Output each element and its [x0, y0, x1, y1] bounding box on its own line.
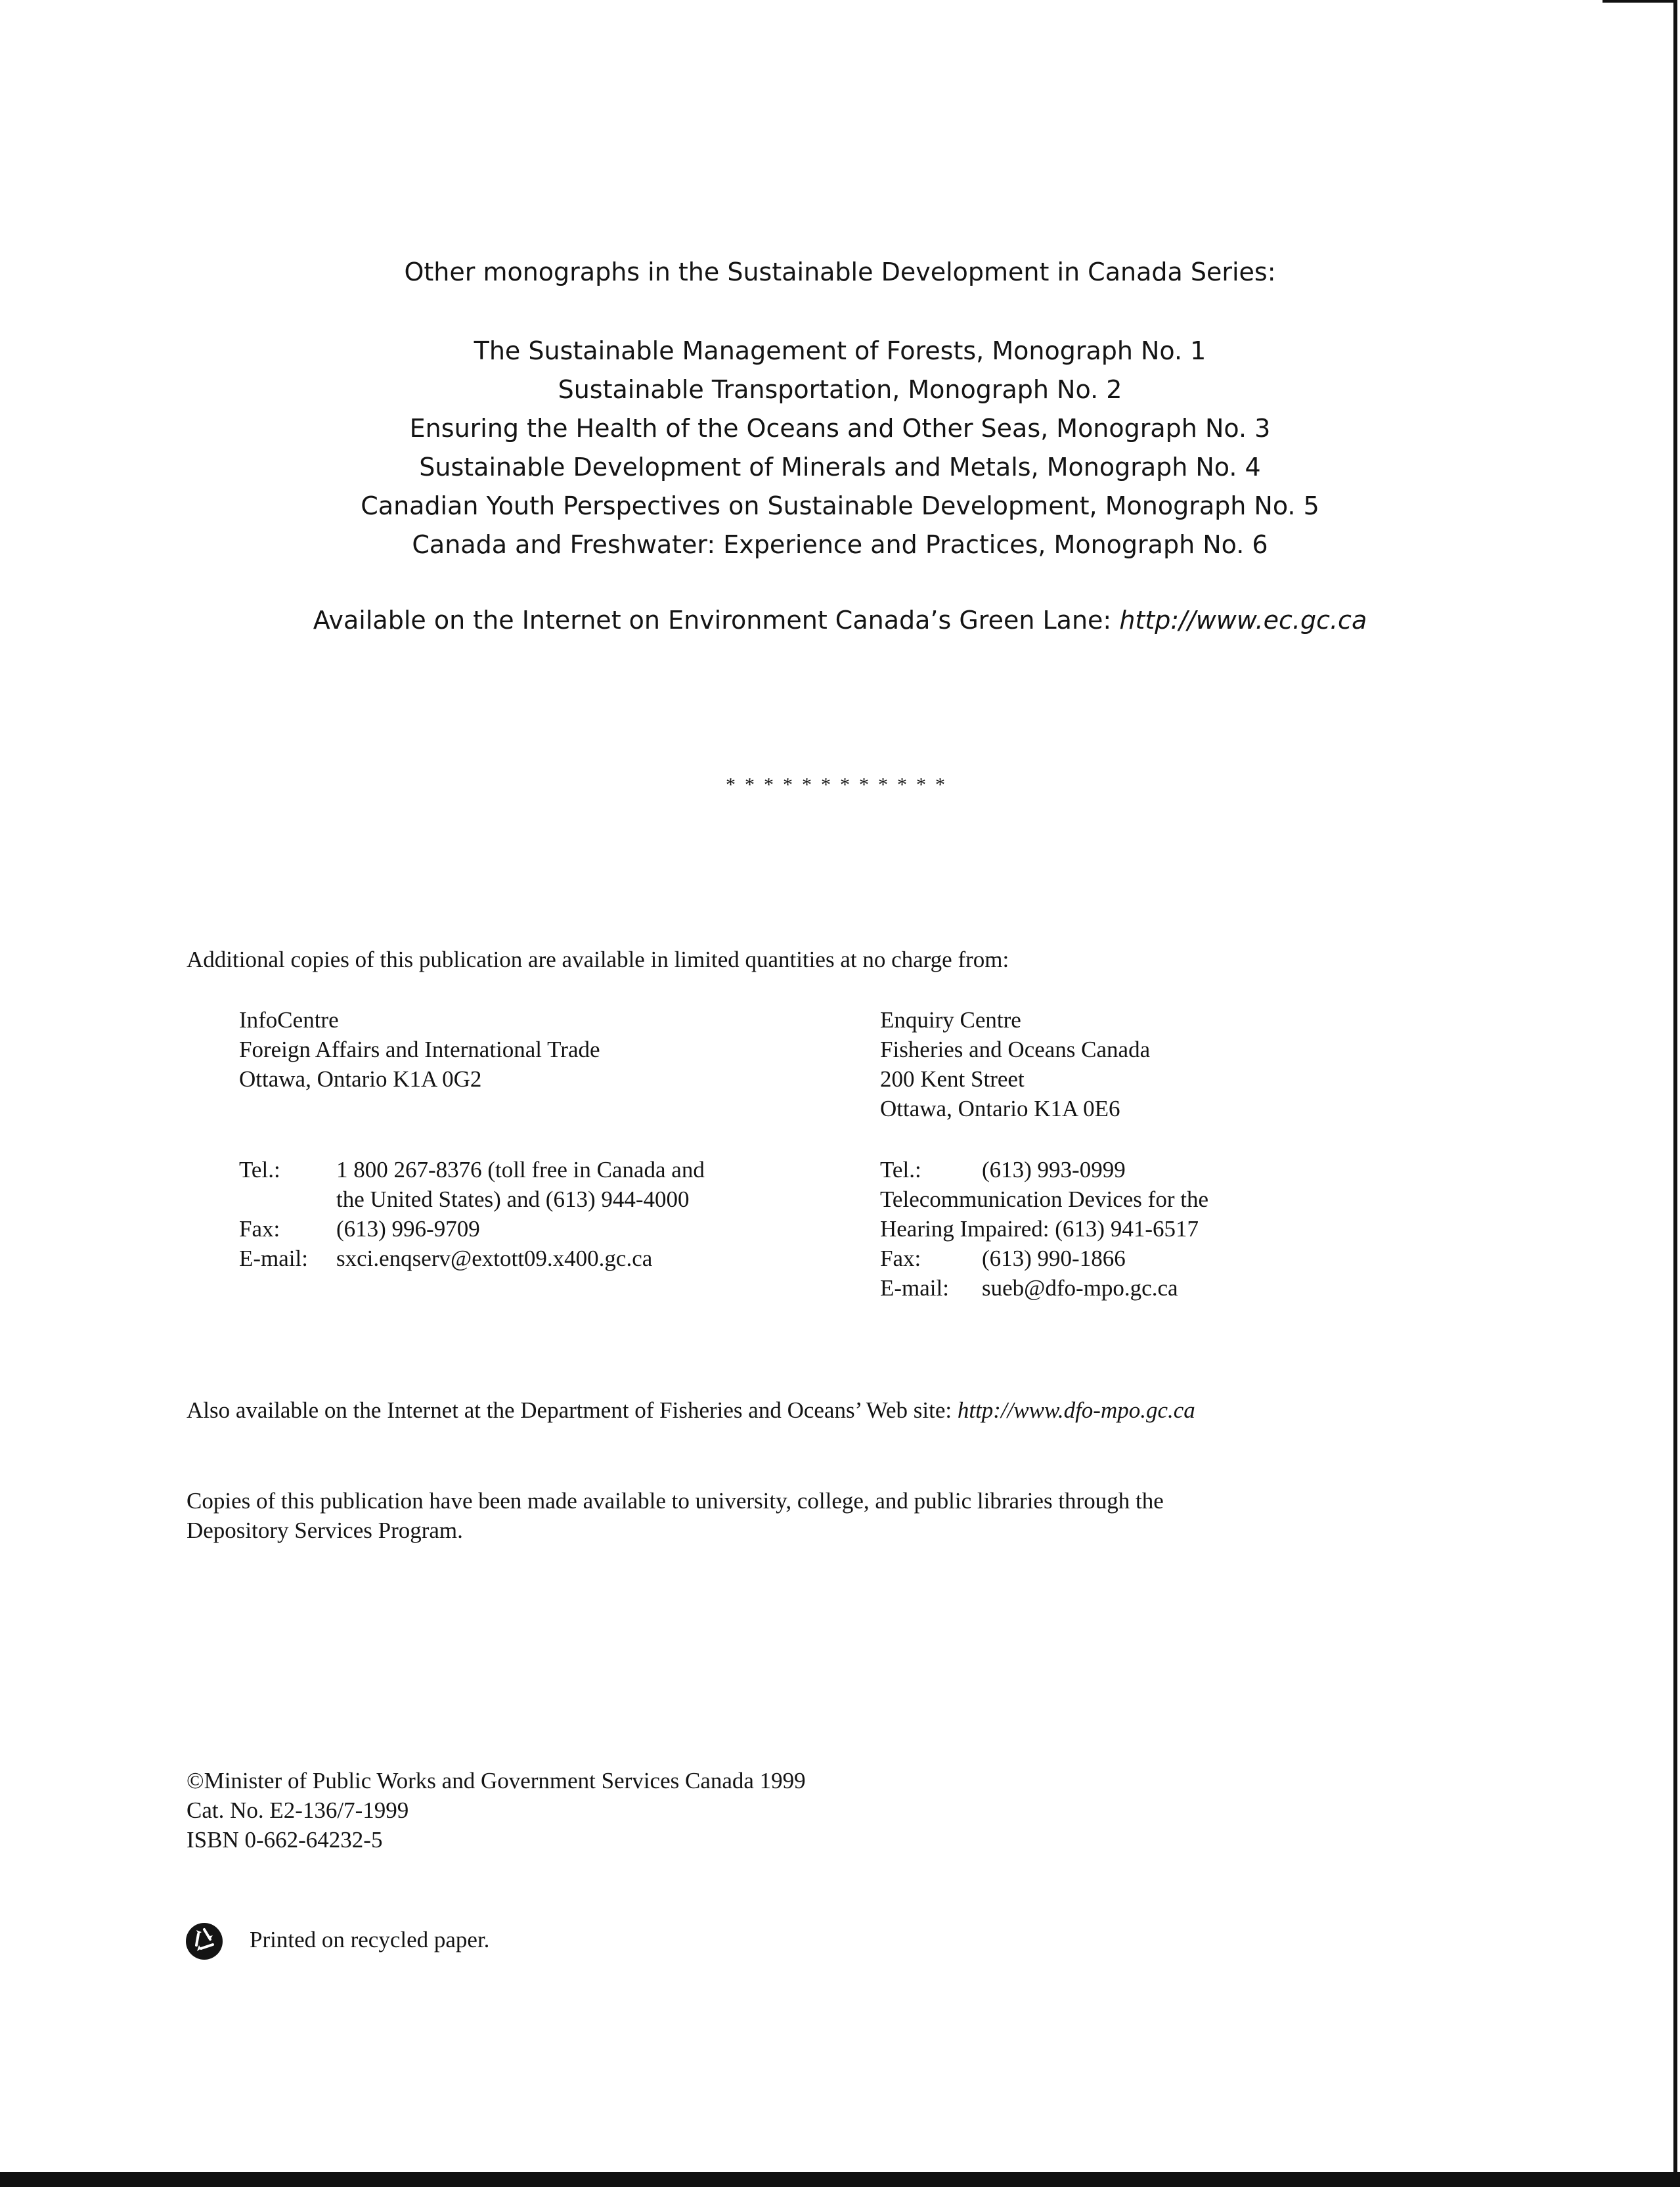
address-line: Ottawa, Ontario K1A 0G2	[239, 1066, 482, 1092]
fax-label: Fax:	[239, 1216, 280, 1242]
green-lane-text: Available on the Internet on Environment Canada’s Green Lane:	[313, 606, 1120, 635]
infocentre-contact	[239, 1155, 705, 1273]
fax-value: (613) 990-1866	[982, 1246, 1126, 1271]
address-line: Foreign Affairs and International Trade	[239, 1037, 600, 1062]
infocentre-address	[239, 1005, 600, 1094]
address-line: InfoCentre	[239, 1007, 339, 1033]
separator-stars: ************	[726, 774, 954, 796]
tdd-line: Hearing Impaired: (613) 941-6517	[880, 1216, 1199, 1242]
email-link[interactable]: sueb@dfo-mpo.gc.ca	[982, 1275, 1178, 1301]
monograph-item: Sustainable Transportation, Monograph No. 2	[558, 375, 1122, 404]
dfo-web-text: Also available on the Internet at the Department of Fisheries and Oceans’ Web site:	[187, 1397, 958, 1423]
recycled-paper-note: Printed on recycled paper.	[250, 1927, 490, 1952]
fax-value: (613) 996-9709	[336, 1216, 480, 1242]
address-line: Enquiry Centre	[880, 1007, 1021, 1033]
depository-line: Copies of this publication have been made available to university, college, and public libraries through the	[187, 1488, 1164, 1514]
scan-edge-top	[1603, 0, 1677, 3]
scan-edge-bottom	[0, 2172, 1680, 2187]
tel-value: the United States) and (613) 944-4000	[336, 1186, 690, 1212]
imprint	[187, 1766, 806, 1855]
depository-paragraph	[187, 1486, 1164, 1545]
green-lane-link[interactable]: http://www.ec.gc.ca	[1119, 606, 1367, 635]
catalogue-number: Cat. No. E2-136/7-1999	[187, 1797, 409, 1823]
tdd-line: Telecommunication Devices for the	[880, 1186, 1208, 1212]
isbn: ISBN 0-662-64232-5	[187, 1827, 383, 1853]
monograph-item: Canada and Freshwater: Experience and Practices, Monograph No. 6	[412, 530, 1268, 559]
depository-line: Depository Services Program.	[187, 1518, 463, 1543]
green-lane-line	[0, 606, 1680, 635]
dfo-web-line	[187, 1395, 1195, 1425]
address-line: Ottawa, Ontario K1A 0E6	[880, 1096, 1120, 1121]
tel-value: 1 800 267-8376 (toll free in Canada and	[336, 1157, 705, 1183]
tel-label-spacer	[239, 1184, 336, 1214]
monograph-item: Canadian Youth Perspectives on Sustainable Development, Monograph No. 5	[361, 491, 1319, 520]
monograph-item: Sustainable Development of Minerals and Metals, Monograph No. 4	[419, 453, 1261, 482]
tel-value: (613) 993-0999	[982, 1157, 1126, 1183]
enquiry-centre-address	[880, 1005, 1150, 1123]
series-heading: Other monographs in the Sustainable Development in Canada Series:	[404, 258, 1276, 286]
monograph-item: The Sustainable Management of Forests, Monograph No. 1	[474, 336, 1206, 365]
monograph-list	[0, 332, 1680, 564]
email-label: E-mail:	[239, 1246, 308, 1271]
address-line: 200 Kent Street	[880, 1066, 1025, 1092]
copies-intro: Additional copies of this publication are available in limited quantities at no charge from:	[187, 947, 1009, 972]
scan-edge-right	[1673, 0, 1677, 2180]
enquiry-centre-contact	[880, 1155, 1208, 1303]
address-line: Fisheries and Oceans Canada	[880, 1037, 1151, 1062]
fax-label: Fax:	[880, 1246, 921, 1271]
copyright-line: ©Minister of Public Works and Government Services Canada 1999	[187, 1768, 806, 1793]
monograph-item: Ensuring the Health of the Oceans and Other Seas, Monograph No. 3	[409, 414, 1271, 443]
tel-label: Tel.:	[880, 1157, 921, 1183]
email-label: E-mail:	[880, 1275, 949, 1301]
email-link[interactable]: sxci.enqserv@extott09.x400.gc.ca	[336, 1246, 653, 1271]
tel-label: Tel.:	[239, 1157, 280, 1183]
recycle-icon	[184, 1921, 225, 1962]
dfo-web-link[interactable]: http://www.dfo-mpo.gc.ca	[957, 1397, 1195, 1423]
